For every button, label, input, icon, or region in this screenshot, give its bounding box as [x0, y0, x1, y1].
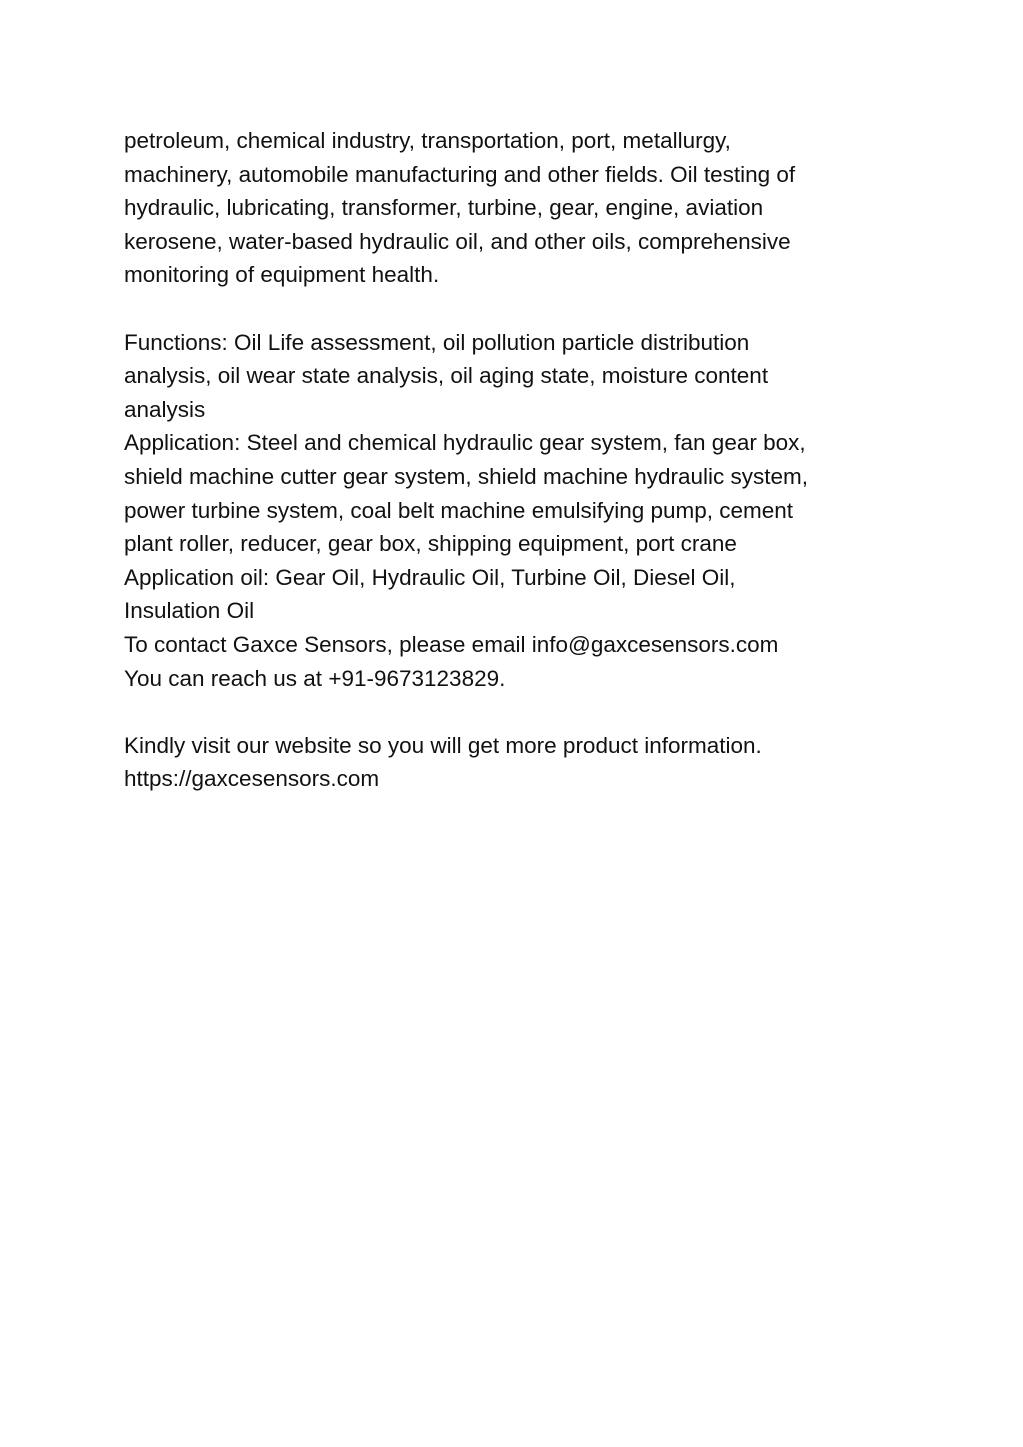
paragraph-spacer — [124, 695, 914, 729]
application-oil-line: Insulation Oil — [124, 598, 255, 624]
document-body — [124, 124, 914, 796]
functions-line: analysis — [124, 396, 206, 422]
application-line: shield machine cutter gear system, shield machine hydraulic system, — [124, 463, 809, 489]
application-line: plant roller, reducer, gear box, shipping equipment, port crane — [124, 531, 737, 557]
text-line: machinery, automobile manufacturing and other fields. Oil testing of — [124, 161, 796, 187]
application-line: power turbine system, coal belt machine emulsifying pump, cement — [124, 497, 794, 523]
application-oil-line: Application oil: Gear Oil, Hydraulic Oil, Turbine Oil, Diesel Oil, — [124, 564, 736, 590]
functions-line: analysis, oil wear state analysis, oil aging state, moisture content — [124, 363, 769, 389]
text-line: monitoring of equipment health. — [124, 262, 440, 288]
intro-paragraph — [124, 124, 914, 292]
website-invite-line: Kindly visit our website so you will get more product information. — [124, 732, 762, 758]
paragraph-spacer — [124, 292, 914, 326]
functions-line: Functions: Oil Life assessment, oil pollution particle distribution — [124, 329, 750, 355]
text-line: hydraulic, lubricating, transformer, turbine, gear, engine, aviation — [124, 195, 764, 221]
text-line: kerosene, water-based hydraulic oil, and other oils, comprehensive — [124, 228, 791, 254]
website-url: https://gaxcesensors.com — [124, 766, 380, 792]
text-line: petroleum, chemical industry, transportation, port, metallurgy, — [124, 128, 731, 153]
website-paragraph — [124, 729, 914, 796]
contact-email-line: To contact Gaxce Sensors, please email info@gaxcesensors.com — [124, 631, 779, 657]
details-paragraph — [124, 326, 914, 696]
application-line: Application: Steel and chemical hydraulic gear system, fan gear box, — [124, 430, 806, 456]
contact-phone-line: You can reach us at +91-9673123829. — [124, 665, 506, 691]
